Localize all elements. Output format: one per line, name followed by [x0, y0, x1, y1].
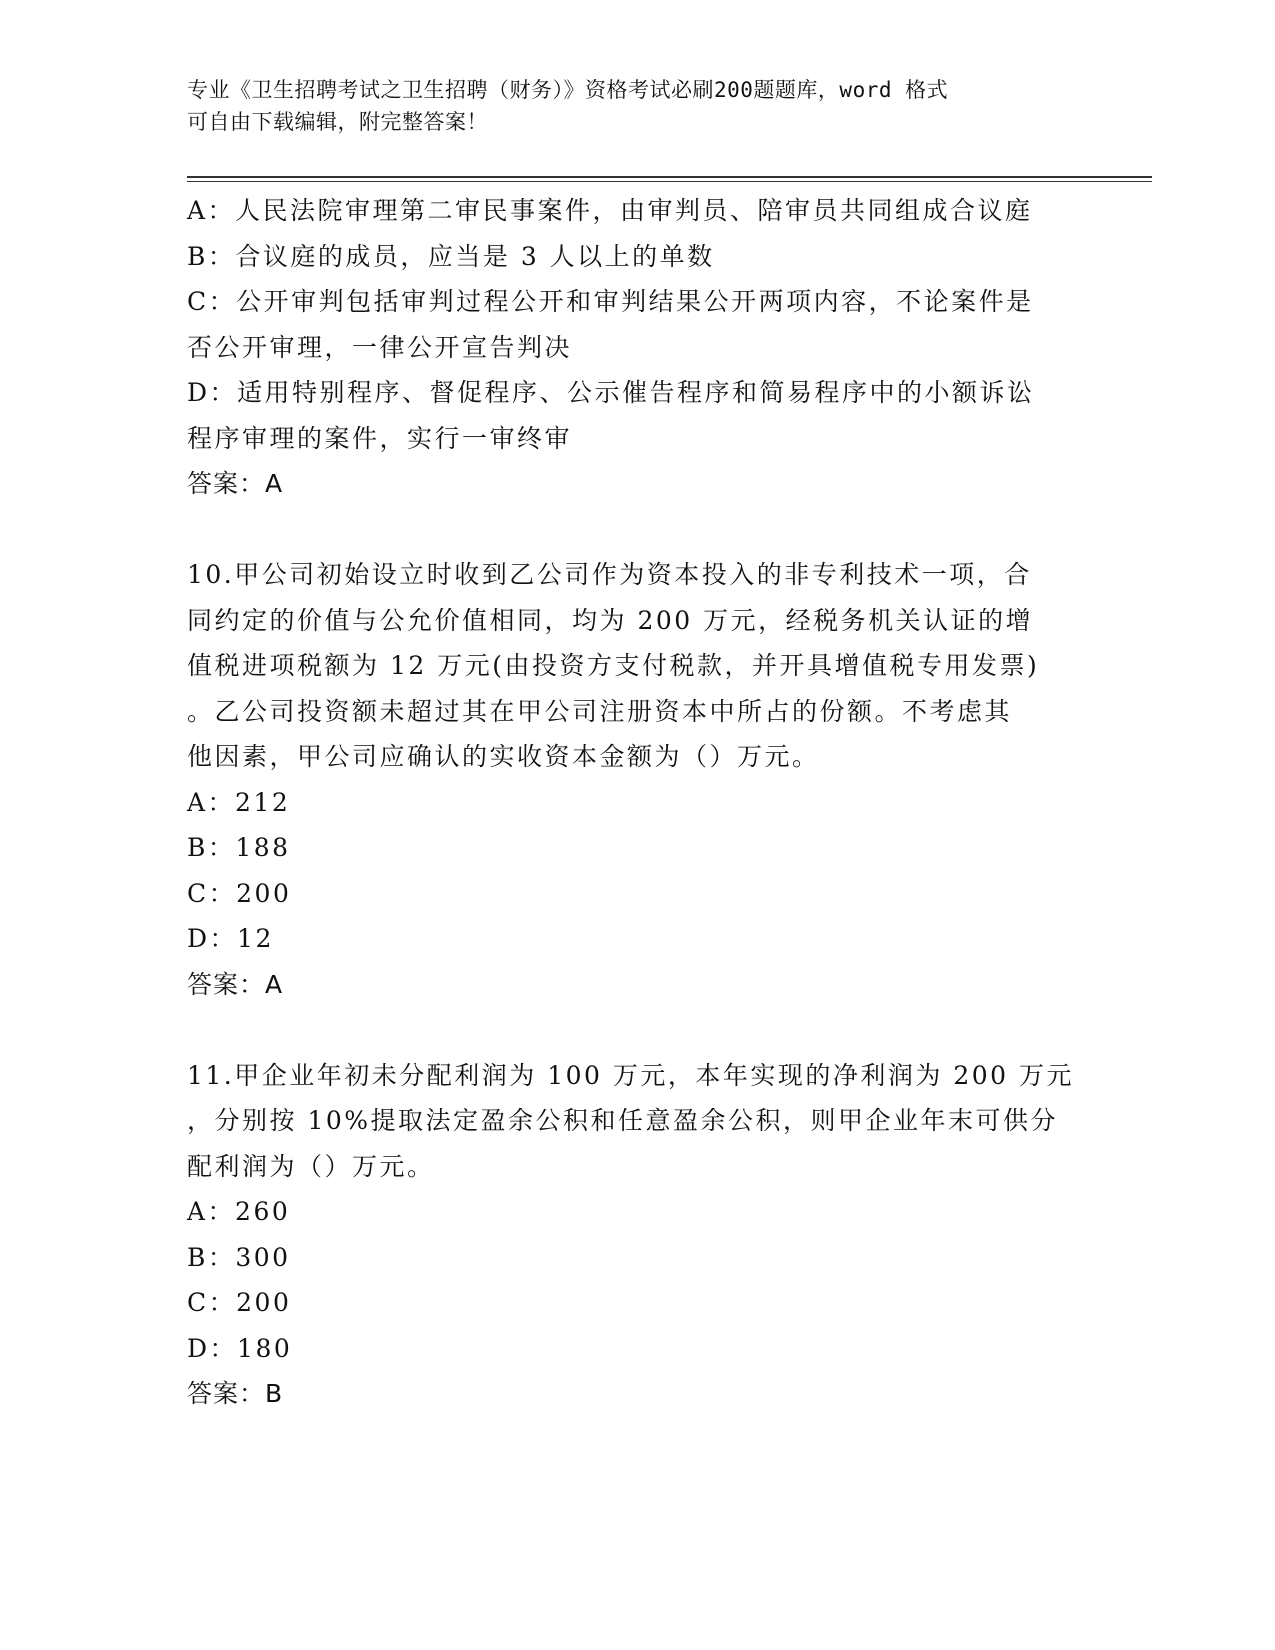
- option-a: A：212: [187, 787, 291, 817]
- header-line-1: 专业《卫生招聘考试之卫生招聘（财务）》资格考试必刷200题题库，word 格式: [187, 78, 949, 102]
- question-stem-line-1: 10.甲公司初始设立时收到乙公司作为资本投入的非专利技术一项，合: [187, 560, 1032, 589]
- spacer: [187, 1007, 1077, 1053]
- option-d: D：180: [187, 1333, 293, 1363]
- header-divider: [187, 176, 1152, 182]
- spacer: [187, 507, 1077, 553]
- document-header: [187, 74, 1067, 138]
- question-11: [187, 1053, 1077, 1417]
- option-a: A：人民法院审理第二审民事案件，由审判员、陪审员共同组成合议庭: [187, 196, 1033, 225]
- option-d-line-1: D：适用特别程序、督促程序、公示催告程序和简易程序中的小额诉讼: [187, 378, 1035, 407]
- header-line-2: 可自由下载编辑，附完整答案！: [187, 110, 488, 134]
- question-stem-line-3: 配利润为（）万元。: [187, 1151, 435, 1181]
- question-stem-line-5: 他因素，甲公司应确认的实收资本金额为（）万元。: [187, 742, 820, 771]
- question-9-options: [187, 188, 1077, 507]
- answer-label: 答案：A: [187, 469, 284, 498]
- option-b: B：合议庭的成员，应当是 3 人以上的单数: [187, 241, 715, 271]
- answer-label: 答案：A: [187, 969, 284, 999]
- option-c-line-2: 否公开审理，一律公开宣告判决: [187, 332, 573, 362]
- document-body: [187, 188, 1077, 1417]
- question-stem-line-2: 同约定的价值与公允价值相同，均为 200 万元，经税务机关认证的增: [187, 605, 1034, 635]
- question-stem-line-3: 值税进项税额为 12 万元(由投资方支付税款，并开具增值税专用发票): [187, 651, 1040, 680]
- question-stem-line-2: ，分别按 10%提取法定盈余公积和任意盈余公积，则甲企业年末可供分: [187, 1106, 1059, 1135]
- question-stem-line-4: 。乙公司投资额未超过其在甲公司注册资本中所占的份额。不考虑其: [187, 696, 1013, 726]
- option-c: C：200: [187, 878, 292, 908]
- answer-label: 答案：B: [187, 1379, 284, 1408]
- option-b: B：188: [187, 833, 291, 862]
- option-a: A：260: [187, 1197, 291, 1226]
- option-d: D：12: [187, 924, 274, 953]
- question-10: [187, 552, 1077, 1007]
- option-c-line-1: C：公开审判包括审判过程公开和审判结果公开两项内容，不论案件是: [187, 287, 1034, 316]
- question-stem-line-1: 11.甲企业年初未分配利润为 100 万元，本年实现的净利润为 200 万元: [187, 1060, 1074, 1090]
- option-c: C：200: [187, 1288, 292, 1317]
- option-b: B：300: [187, 1242, 291, 1272]
- option-d-line-2: 程序审理的案件，实行一审终审: [187, 423, 573, 453]
